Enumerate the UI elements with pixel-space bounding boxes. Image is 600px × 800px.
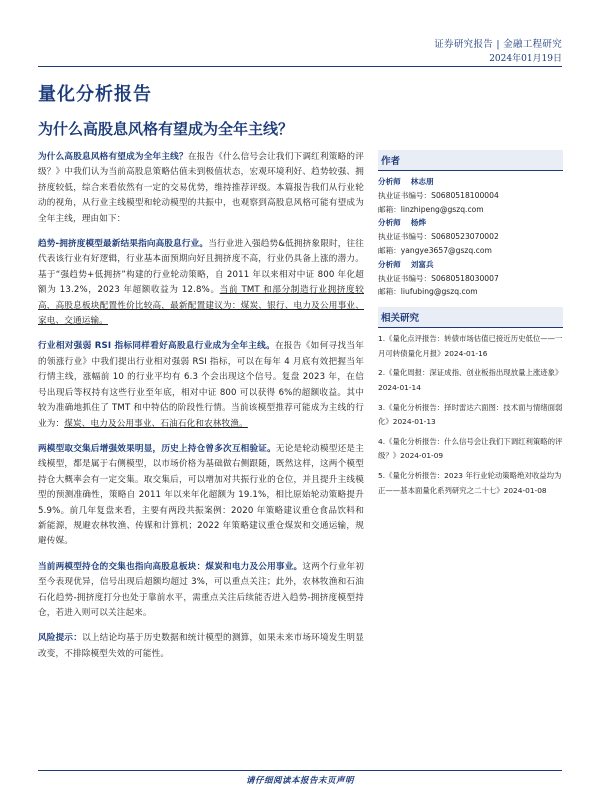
paragraph-text: 以上结论均基于历史数据和统计模型的测算，如果未来市场环境发生明显改变，不排除模型失效的可能性。	[38, 633, 364, 659]
email-address[interactable]: yangye3657@gszq.com	[400, 245, 492, 255]
analyst-name: 刘富兵	[410, 259, 434, 269]
related-heading: 相关研究	[378, 307, 563, 328]
analyst-name: 杨烨	[410, 218, 426, 228]
analyst-role: 分析师	[378, 218, 401, 228]
license-number: S0680518100004	[431, 190, 499, 200]
license-label: 执业证书编号：	[378, 273, 432, 283]
footer-divider	[38, 770, 562, 771]
report-title: 为什么高股息风格有望成为全年主线？	[38, 120, 294, 138]
related-item[interactable]: 3.《量化分析报告：择时雷达六面图：技术面与情绪面弱化》2024-01-13	[378, 402, 563, 427]
analyst-1	[378, 175, 563, 216]
paragraph-lead: 行业相对强弱 RSI 指标同样看好高股息行业成为全年主线。	[38, 341, 276, 352]
paragraph-lead: 当前两模型持仓的交集也指向高股息板块：煤炭和电力及公用事业。	[38, 561, 303, 572]
sidebar	[378, 150, 563, 503]
email-label: 邮箱：	[378, 204, 401, 214]
risk-warning	[38, 631, 364, 662]
paragraph-lead: 趋势-拥挤度模型最新结果指向高股息行业。	[38, 239, 209, 250]
related-item[interactable]: 2.《量化周报：深证成指、创业板指出现放量上涨迹象》2024-01-14	[378, 368, 563, 392]
email-address[interactable]: liufubing@gszq.com	[400, 287, 478, 297]
paragraph-lead: 为什么高股息风格有望成为全年主线？	[38, 152, 188, 162]
paragraph-underline: 煤炭、电力及公用事业、石油石化和农林牧渔。	[64, 418, 248, 429]
paragraph-4	[38, 442, 364, 550]
report-category: 证券研究报告 | 金融工程研究	[434, 39, 562, 50]
related-research-list	[378, 332, 563, 498]
paragraph-text: 当行业进入强趋势&低拥挤象限时，往往代表该行业有好逻辑，行业基本面预期向好且拥挤度不高，行业仍具备上涨的潜力。基于“强趋势+低拥挤”构建的行业轮动策略，自 2011 年以来相对中证 800 年化超额为 13.2%，2023 年超额收益为 12.8%。	[38, 239, 364, 296]
paragraph-text: 这两个行业年初至今表现优异，信号出现后超额均超过 3%，可以重点关注；此外，农林牧渔和石油石化趋势-拥挤度打分也处于靠前水平，需重点关注后续能否进入趋势-拥挤度模型持仓，若进入则可以关注起来。	[38, 561, 364, 618]
paragraph-underline: 当前 TMT 和部分制造行业拥挤度较高，高股息板块配置性价比较高，最新配置建议为：煤炭、银行、电力及公用事业、家电、交通运输。	[38, 285, 365, 327]
paragraph-3	[38, 339, 364, 431]
paragraph-5	[38, 560, 364, 622]
license-number: S0680523070002	[431, 232, 499, 242]
analyst-role: 分析师	[378, 259, 401, 269]
page-header	[0, 0, 600, 70]
summary-body	[38, 150, 364, 672]
report-type: 量化分析报告	[38, 84, 152, 105]
analyst-2	[378, 216, 563, 257]
analyst-role: 分析师	[378, 177, 401, 186]
header-divider	[38, 66, 562, 67]
paragraph-1	[38, 150, 364, 227]
paragraph-lead: 风险提示：	[38, 633, 83, 644]
related-item[interactable]: 4.《量化分析报告：什么信号会让我们下调红利策略的评级？》2024-01-09	[378, 436, 563, 461]
email-address[interactable]: linzhipeng@gszq.com	[400, 204, 484, 214]
email-label: 邮箱：	[378, 245, 401, 255]
analyst-name: 林志朋	[410, 177, 434, 186]
license-label: 执业证书编号：	[378, 190, 432, 200]
analyst-3	[378, 258, 563, 299]
paragraph-text: 无论是轮动模型还是主线模型，都是属于右侧模型，以市场价格为基础做右侧跟随，既然这样，这两个模型持仓大概率会有一定交集。取交集后，可以增加对共振行业的仓位，并且提升主线模型的预测准确性，策略自 2011 年以来年化超额为 19.1%，相比原始轮动策略提升 5.9%。前几年复盘来看，主要有两段共振案例：2020 年策略建议重仓食品饮料和新能源，规避农林牧渔、传媒和计算机；2022 年策略建议重仓煤炭和交通运输，规避传媒。	[38, 443, 364, 547]
paragraph-text: 在报告《什么信号会让我们下调红利策略的评级？》中我们认为当前高股息策略估值未到极值状态，宏观环境利好、趋势较强、拥挤度较低，综合来看依然有一定的交易优势，维持推荐评级。本篇报告我们从行业轮动的视角，从行业主线模型和轮动模型的共振中，也观察到高股息风格可能有望成为全年主线，理由如下：	[38, 152, 364, 224]
license-number: S0680518030007	[431, 273, 499, 283]
license-label: 执业证书编号：	[378, 232, 432, 242]
email-label: 邮箱：	[378, 287, 401, 297]
related-item[interactable]: 1.《量化点评报告：转债市场估值已接近历史低位——一月可转债量化月报》2024-01-16	[378, 334, 563, 358]
paragraph-2	[38, 237, 364, 329]
paragraph-text: 在报告《如何寻找当年的领涨行业》中我们提出行业相对强弱 RSI 指标，可以在每年 4 月底有效把握当年行情主线，涨幅前 10 的行业平均有 6.3 个会出现这个信号。复盘 2023 年，在信号出现后等权持有这些行业至年底，相对中证 800 可以获得 6%的超额收益。其中较为准确地抓住了 TMT 和中特估的阶段性行情。当前该模型推荐可能成为主线的行业为：	[38, 341, 364, 429]
paragraph-lead: 两模型取交集后增强效果明显，历史上持仓曾多次互相验证。	[38, 443, 276, 454]
authors-heading: 作者	[378, 150, 563, 171]
report-date: 2024年01月19日	[489, 54, 562, 64]
footer-disclaimer: 请仔细阅读本报告末页声明	[245, 776, 354, 786]
related-item[interactable]: 5.《量化分析报告：2023 年行业轮动策略绝对收益均为正——基本面量化系列研究之二十七》2024-01-08	[378, 470, 562, 495]
